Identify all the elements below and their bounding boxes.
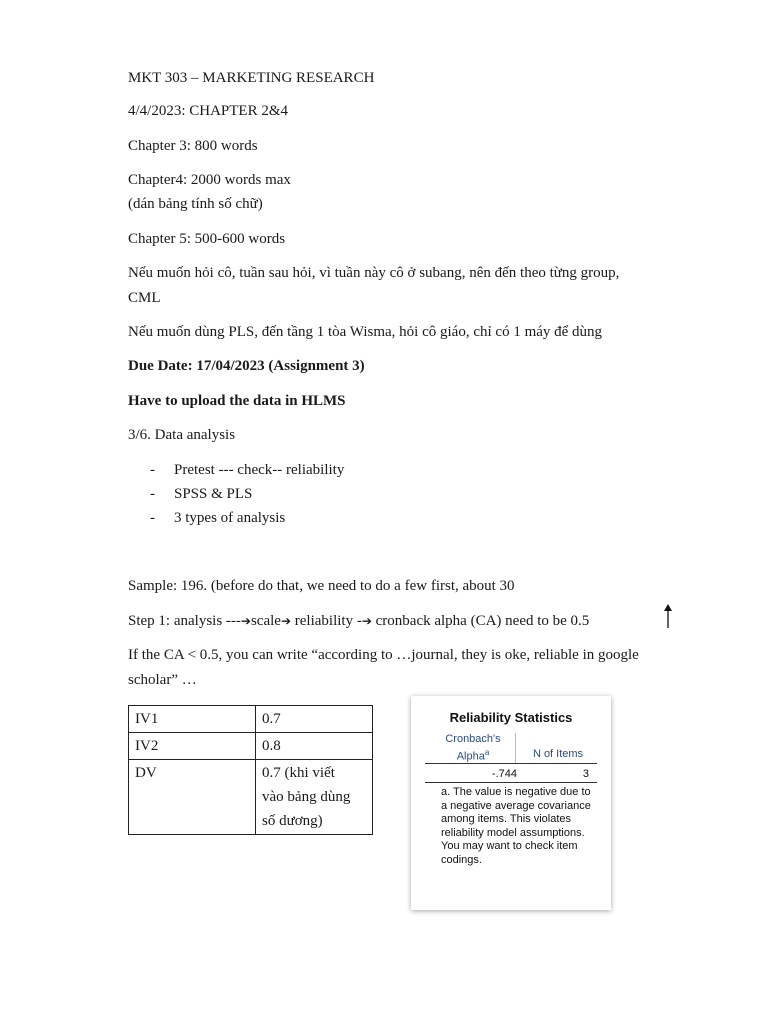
table-cell-value: 0.8 [256, 733, 373, 760]
list-item: - Pretest --- check-- reliability [150, 462, 345, 478]
right-arrow-icon: ➔ [280, 614, 292, 628]
right-arrow-icon: ➔ [361, 614, 372, 628]
step1-line: Step 1: analysis ---➔scale➔ reliability -➔ cronback alpha (CA) need to be 0.5 [128, 613, 590, 629]
table-cell-label: IV1 [129, 706, 256, 733]
note-pls: Nếu muốn dùng PLS, đến tầng 1 tòa Wisma, hỏi cô giáo, chỉ có 1 máy để dùng [128, 324, 603, 340]
table-cell-value: 0.7 [256, 706, 373, 733]
note-ask-teacher-cont: CML [128, 290, 161, 306]
due-date: Due Date: 17/04/2023 (Assignment 3) [128, 358, 365, 374]
table-row [129, 733, 373, 760]
spss-reliability-output [411, 696, 611, 910]
table-cell-label: DV [129, 760, 256, 835]
list-item: - SPSS & PLS [150, 486, 253, 502]
chapter4-line: Chapter4: 2000 words max [128, 172, 291, 188]
right-arrow-icon: ➔ [240, 614, 251, 628]
divider [425, 782, 597, 783]
note-ask-teacher: Nếu muốn hỏi cô, tuần sau hỏi, vì tuần này cô ở subang, nên đến theo từng group, [128, 265, 620, 281]
ca-note-line: If the CA < 0.5, you can write “according to …journal, they is oke, reliable in google [128, 647, 639, 663]
chapter3-line: Chapter 3: 800 words [128, 138, 258, 154]
table-row [129, 706, 373, 733]
upload-note: Have to upload the data in HLMS [128, 393, 346, 409]
doc-title: MKT 303 – MARKETING RESEARCH [128, 70, 375, 86]
ca-table [128, 705, 373, 835]
table-cell-label: IV2 [129, 733, 256, 760]
spss-col-alpha-header: Cronbach's Alpha$^a$ [445, 733, 501, 763]
sample-line: Sample: 196. (before do that, we need to do a few first, about 30 [128, 578, 515, 594]
table-cell-value: 0.7 (khi viết vào bảng dùng số dương) [256, 760, 373, 835]
table-row [129, 760, 373, 835]
chapter4-note: (dán bảng tính số chữ) [128, 196, 263, 212]
spss-alpha-value: -.744 [491, 768, 517, 780]
chapter5-line: Chapter 5: 500-600 words [128, 231, 286, 247]
list-item: - 3 types of analysis [150, 510, 286, 526]
up-arrow-icon [663, 604, 673, 628]
spss-n-items-value: 3 [582, 768, 589, 780]
section-heading: 3/6. Data analysis [128, 427, 236, 443]
date-line: 4/4/2023: CHAPTER 2&4 [128, 103, 289, 119]
divider [425, 763, 597, 764]
spss-col-items-header: N of Items [532, 748, 584, 760]
ca-note-line-cont: scholar” … [128, 672, 197, 688]
divider [515, 733, 516, 763]
spss-footnote: a. The value is negative due to a negative average covariance among items. This violates reliability model assumptions. You may want to check item codings. [441, 786, 591, 866]
spss-title: Reliability Statistics [449, 710, 573, 725]
